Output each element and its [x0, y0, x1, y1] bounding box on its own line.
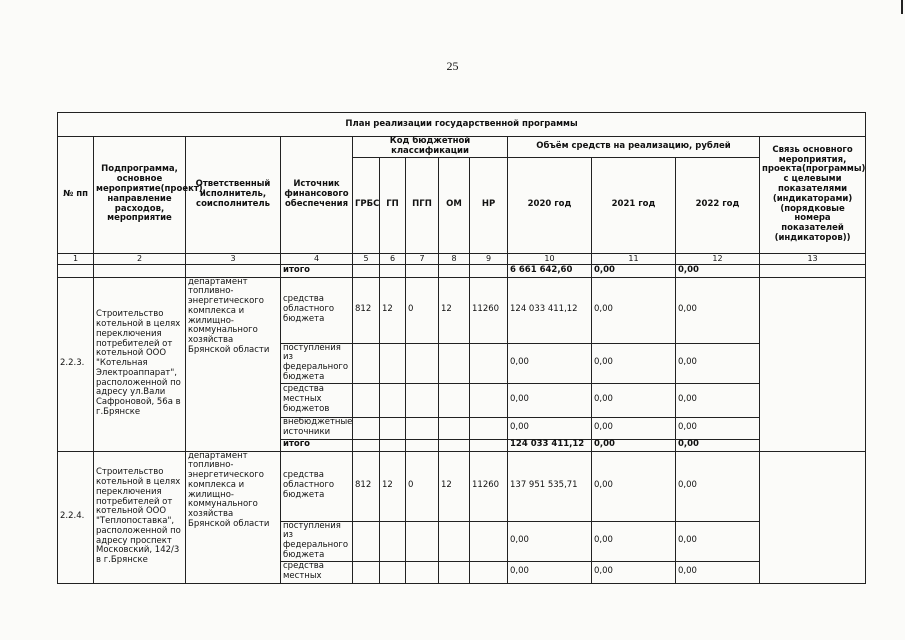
total-2020: 6 661 642,60 — [508, 264, 592, 277]
item-name: Строительство котельной в целях переключения потребителей от котельной ООО "Теплопоставка", расположенной по адресу проспект Московский, 142/3 в г.Брянске — [94, 451, 186, 583]
empty-cell — [353, 264, 380, 277]
page-number: 25 — [446, 59, 459, 73]
empty-cell — [353, 383, 380, 417]
empty-cell — [406, 383, 439, 417]
header-pgp: ПГП — [406, 157, 439, 253]
header-nr: НР — [470, 157, 508, 253]
empty-cell — [470, 383, 508, 417]
amount-2021: 0,00 — [592, 277, 676, 343]
program-plan-table — [57, 112, 866, 584]
link-cell — [760, 451, 866, 583]
amount-2020: 0,00 — [508, 521, 592, 561]
empty-cell — [406, 439, 439, 451]
amount-2020: 0,00 — [508, 561, 592, 583]
header-subprogram: Подпрограмма, основное мероприятие(проект), направление расходов, мероприятие — [94, 137, 186, 254]
item-number: 2.2.3. — [58, 277, 94, 451]
source-cell: средства областного бюджета — [281, 277, 353, 343]
source-cell: внебюджетные источники — [281, 417, 353, 439]
gp-cell: 12 — [380, 451, 406, 521]
col-number: 12 — [676, 253, 760, 264]
total-2022: 0,00 — [676, 264, 760, 277]
empty-cell — [380, 383, 406, 417]
empty-cell — [353, 439, 380, 451]
item-executor: департамент топливно-энергетического комплекса и жилищно-коммунального хозяйства Брянской области — [186, 451, 281, 583]
empty-cell — [406, 521, 439, 561]
empty-cell — [470, 343, 508, 383]
amount-2021: 0,00 — [592, 383, 676, 417]
empty-cell — [470, 417, 508, 439]
total-2020: 124 033 411,12 — [508, 439, 592, 451]
scan-edge-mark — [901, 0, 903, 14]
empty-cell — [94, 264, 186, 277]
col-number: 5 — [353, 253, 380, 264]
col-number: 8 — [439, 253, 470, 264]
header-2021: 2021 год — [592, 157, 676, 253]
empty-cell — [406, 343, 439, 383]
amount-2022: 0,00 — [676, 343, 760, 383]
empty-cell — [470, 561, 508, 583]
empty-cell — [353, 417, 380, 439]
total-2022: 0,00 — [676, 439, 760, 451]
header-om: ОМ — [439, 157, 470, 253]
empty-cell — [380, 264, 406, 277]
amount-2020: 124 033 411,12 — [508, 277, 592, 343]
pgp-cell: 0 — [406, 451, 439, 521]
empty-cell — [439, 264, 470, 277]
header-2022: 2022 год — [676, 157, 760, 253]
header-gp: ГП — [380, 157, 406, 253]
amount-2022: 0,00 — [676, 417, 760, 439]
empty-cell — [58, 264, 94, 277]
empty-cell — [439, 417, 470, 439]
header-executor: Ответственный исполнитель, соисполнитель — [186, 137, 281, 254]
empty-cell — [470, 521, 508, 561]
empty-cell — [353, 561, 380, 583]
empty-cell — [439, 521, 470, 561]
amount-2021: 0,00 — [592, 451, 676, 521]
item-number: 2.2.4. — [58, 451, 94, 583]
item-executor: департамент топливно-энергетического комплекса и жилищно-коммунального хозяйства Брянской области — [186, 277, 281, 451]
total-2021: 0,00 — [592, 264, 676, 277]
total-label: итого — [281, 439, 353, 451]
empty-cell — [760, 264, 866, 277]
link-cell — [760, 277, 866, 451]
empty-cell — [439, 383, 470, 417]
nr-cell: 11260 — [470, 277, 508, 343]
empty-cell — [406, 264, 439, 277]
empty-cell — [353, 343, 380, 383]
grbs-cell: 812 — [353, 451, 380, 521]
empty-cell — [380, 521, 406, 561]
header-volume: Объём средств на реализацию, рублей — [508, 137, 760, 158]
header-2020: 2020 год — [508, 157, 592, 253]
total-2021: 0,00 — [592, 439, 676, 451]
col-number: 11 — [592, 253, 676, 264]
col-number: 1 — [58, 253, 94, 264]
amount-2020: 0,00 — [508, 343, 592, 383]
empty-cell — [406, 417, 439, 439]
col-number: 6 — [380, 253, 406, 264]
amount-2020: 137 951 535,71 — [508, 451, 592, 521]
header-source: Источник финансового обеспечения — [281, 137, 353, 254]
header-link: Связь основного мероприятия, проекта(программы) с целевыми показателями (индикаторами) (порядковые номера показателей (индикаторов)) — [760, 137, 866, 254]
total-label: итого — [281, 264, 353, 277]
empty-cell — [380, 417, 406, 439]
grbs-cell: 812 — [353, 277, 380, 343]
source-cell: средства местных бюджетов — [281, 383, 353, 417]
amount-2020: 0,00 — [508, 383, 592, 417]
source-cell: поступления из федерального бюджета — [281, 521, 353, 561]
amount-2021: 0,00 — [592, 561, 676, 583]
header-num: № пп — [58, 137, 94, 254]
empty-cell — [439, 343, 470, 383]
empty-cell — [380, 343, 406, 383]
amount-2021: 0,00 — [592, 521, 676, 561]
source-cell: средства областного бюджета — [281, 451, 353, 521]
col-number: 2 — [94, 253, 186, 264]
col-number: 4 — [281, 253, 353, 264]
empty-cell — [406, 561, 439, 583]
header-grbs: ГРБС — [353, 157, 380, 253]
empty-cell — [470, 264, 508, 277]
col-number: 13 — [760, 253, 866, 264]
amount-2022: 0,00 — [676, 521, 760, 561]
amount-2022: 0,00 — [676, 383, 760, 417]
gp-cell: 12 — [380, 277, 406, 343]
om-cell: 12 — [439, 277, 470, 343]
empty-cell — [353, 521, 380, 561]
empty-cell — [380, 561, 406, 583]
source-cell: средства местных — [281, 561, 353, 583]
amount-2021: 0,00 — [592, 343, 676, 383]
pgp-cell: 0 — [406, 277, 439, 343]
nr-cell: 11260 — [470, 451, 508, 521]
col-number: 10 — [508, 253, 592, 264]
source-cell: поступления из федерального бюджета — [281, 343, 353, 383]
col-number: 3 — [186, 253, 281, 264]
empty-cell — [439, 561, 470, 583]
amount-2022: 0,00 — [676, 277, 760, 343]
empty-cell — [380, 439, 406, 451]
amount-2022: 0,00 — [676, 561, 760, 583]
empty-cell — [470, 439, 508, 451]
col-number: 9 — [470, 253, 508, 264]
empty-cell — [186, 264, 281, 277]
header-budget-code: Код бюджетной классификации — [353, 137, 508, 158]
col-number: 7 — [406, 253, 439, 264]
amount-2022: 0,00 — [676, 451, 760, 521]
empty-cell — [439, 439, 470, 451]
item-name: Строительство котельной в целях переключения потребителей от котельной ООО "Котельная Электроаппарат", расположенной по адресу ул.Вали Сафроновой, 56а в г.Брянске — [94, 277, 186, 451]
table-caption: План реализации государственной программы — [58, 113, 866, 137]
om-cell: 12 — [439, 451, 470, 521]
amount-2021: 0,00 — [592, 417, 676, 439]
amount-2020: 0,00 — [508, 417, 592, 439]
